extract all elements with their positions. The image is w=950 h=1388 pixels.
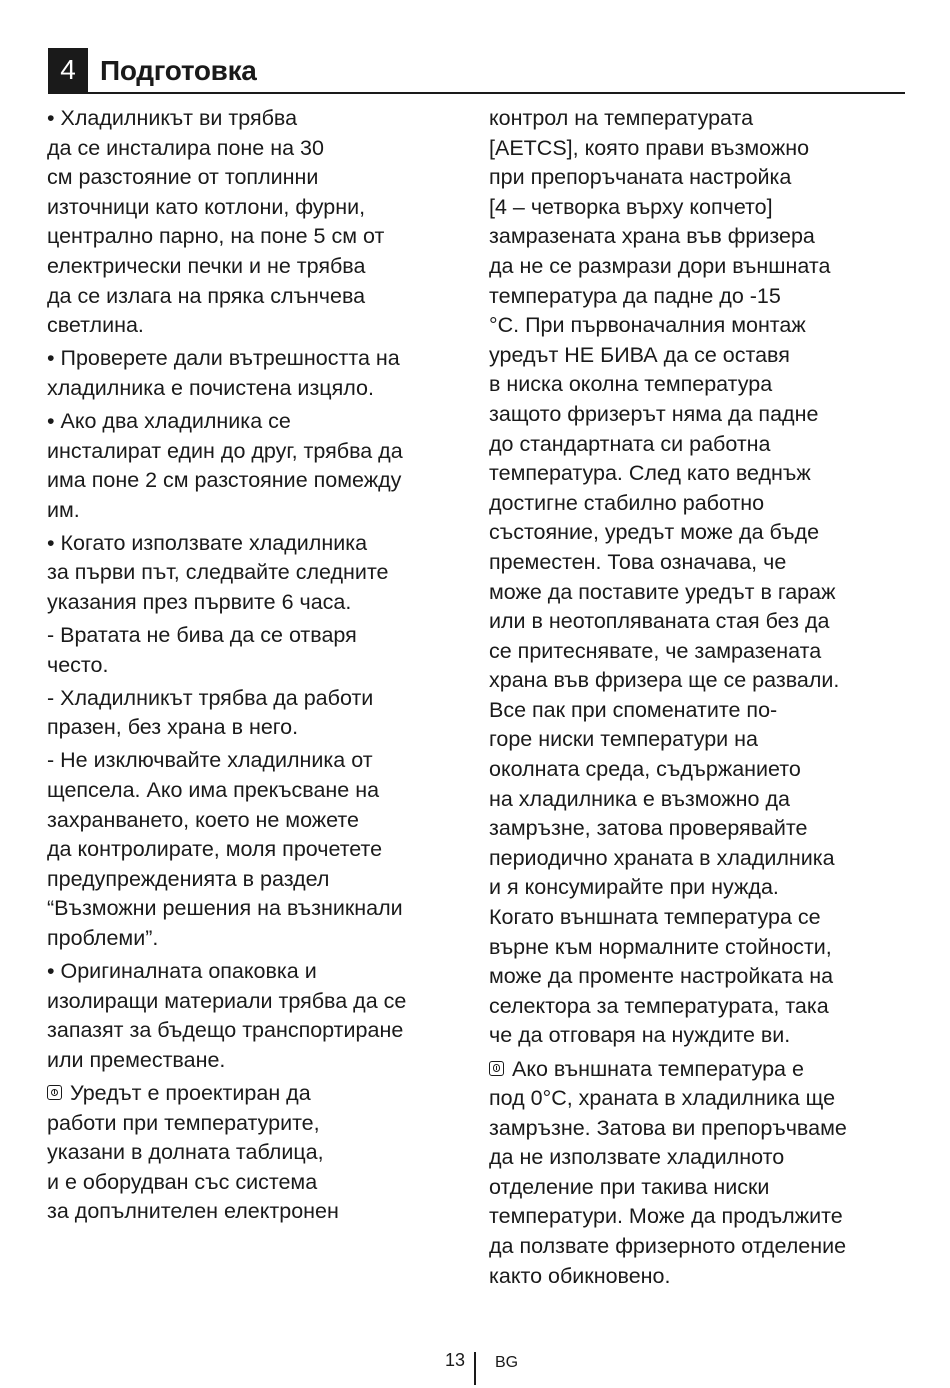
paragraph-interior-clean: • Проверете дали вътрешността на хладилника е почистена изцяло. [47, 346, 400, 400]
info-note-icon [47, 1085, 62, 1100]
page-title: Подготовка [100, 55, 257, 86]
paragraph-two-fridges: • Ако два хладилника се инсталират един до друг, трябва да има поне 2 см разстояние помежду им. [47, 408, 403, 522]
note-paragraph-below-zero [489, 1055, 909, 1292]
note-text: Уредът е проектиран да работи при температурите, указани в долната таблица, и е оборудван със система за допълнителен електронен [47, 1081, 339, 1224]
paragraph-door: - Вратата не бива да се отваря често. [47, 623, 357, 677]
left-column [47, 104, 465, 1230]
right-column [489, 104, 909, 1295]
paragraph-empty: - Хладилникът трябва да работи празен, без храна в него. [47, 685, 374, 740]
chapter-header [48, 48, 905, 94]
paragraph-unplug: - Не изключвайте хладилника от щепсела. Ако има прекъсване на захранването, което не можете да контролирате, моля прочетете предупрежденията в раздел “Възможни решения на възникнали проблеми”. [47, 748, 403, 951]
page-number: 13 [444, 1350, 465, 1370]
language-code: BG [495, 1354, 519, 1371]
paragraph-aetcs: контрол на температурата [AETCS], която прави възможно при препоръчаната настройка [4 – четворка върху копчето] замразената храна във фризера да не се размрази дори външната температура да падне до -15 °C. При първоначалния монтаж уредът НЕ БИВА да се оставя в ниска околна температура защото фризерът няма да падне до стандартната си работна температура. След като веднъж достигне стабилно работно състояние, уредът може да бъде преместен. Това означава, че може да поставите уредът в гараж или в неотопляваната стая без да се притеснявате, че замразената храна във фризера ще се развали. Все пак при споменатите по- горе ниски температури на околната среда, съдържанието на хладилника е възможно да замръзне, затова проверявайте периодично храната в хладилника и я консумирайте при нужда. Когато външната температура се върне към нормалните стойности, може да променте настройката на селектора за температурата, така че да отговаря на нуждите ви. [489, 106, 840, 1048]
page-footer [0, 1348, 950, 1388]
note-text: Ако външната температура е под 0°C, храната в хладилника ще замръзне. Затова ви препоръчваме да не използвате хладилното отделение при такива ниски температури. Може да продължите да ползвате фризерното отделение както обикновено. [489, 1056, 847, 1288]
note-paragraph-temperature [47, 1079, 465, 1227]
paragraph-heat-sources: • Хладилникът ви трябва да се инсталира поне на 30 см разстояние от топлинни източници като котлони, фурни, централно парно, на поне 5 см от електрически печки и не трябва да се излага на пряка слънчева светлина. [47, 106, 385, 338]
footer-divider [474, 1352, 476, 1385]
paragraph-first-use: • Когато използвате хладилника за първи път, следвайте следните указания през първите 6 часа. [47, 530, 389, 614]
paragraph-packaging: • Оригиналната опаковка и изолиращи материали трябва да се запазят за бъдещо транспортиране или преместване. [47, 959, 407, 1072]
info-note-icon [489, 1061, 504, 1076]
chapter-number-badge: 4 [48, 48, 88, 92]
